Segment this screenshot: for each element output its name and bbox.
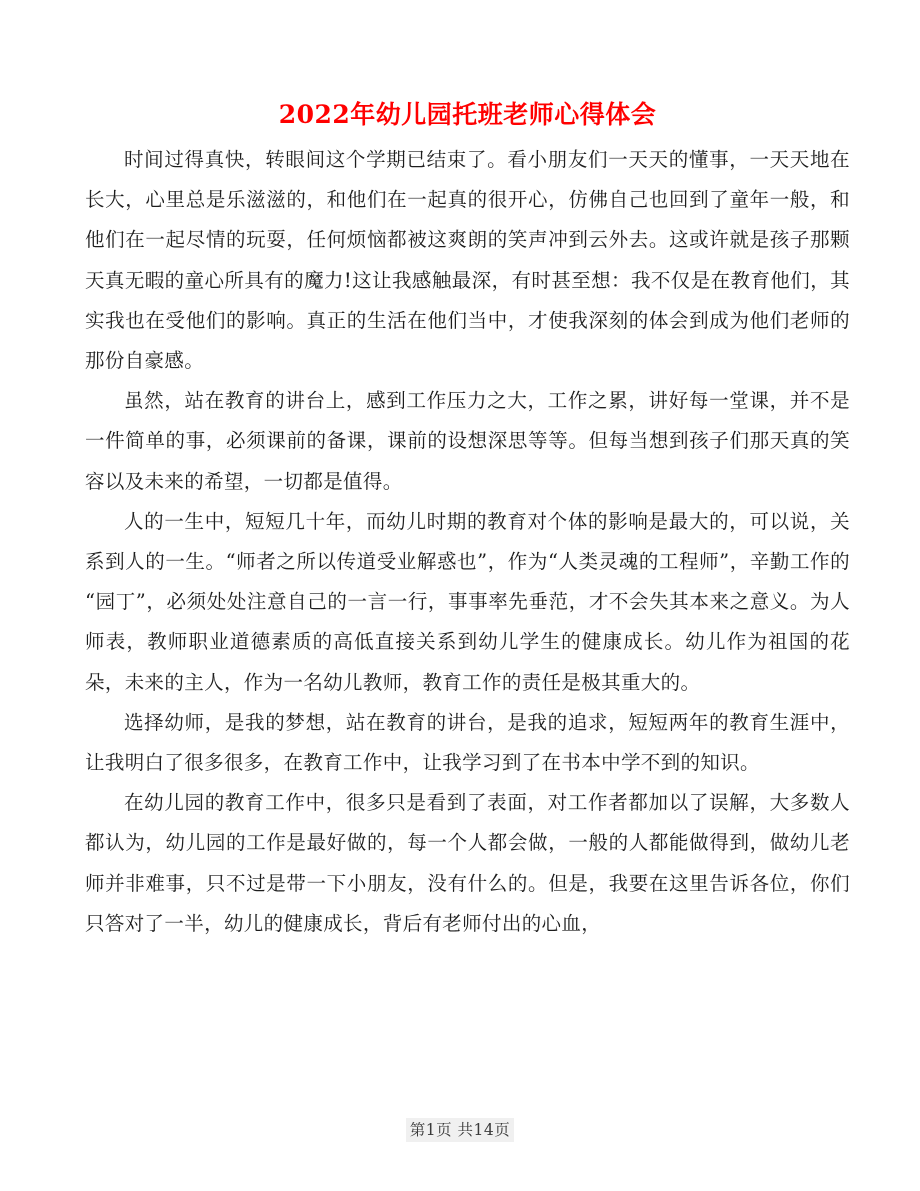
paragraph: 在幼儿园的教育工作中，很多只是看到了表面，对工作者都加以了误解，大多数人都认为，幼儿园的工作是最好做的，每一个人都会做，一般的人都能做得到，做幼儿老师并非难事，只不过是带一下小朋友，没有什么的。但是，我要在这里告诉各位，你们只答对了一半，幼儿的健康成长，背后有老师付出的心血， (85, 791, 850, 935)
paragraph: 选择幼师，是我的梦想，站在教育的讲台，是我的追求，短短两年的教育生涯中，让我明白了很多很多，在教育工作中，让我学习到了在书本中学不到的知识。 (85, 710, 850, 775)
paragraph: 时间过得真快，转眼间这个学期已结束了。看小朋友们一天天的懂事，一天天地在长大，心里总是乐滋滋的，和他们在一起真的很开心，仿佛自己也回到了童年一般，和他们在一起尽情的玩耍，任何烦恼都被这爽朗的笑声冲到云外去。这或许就是孩子那颗天真无暇的童心所具有的魔力!这让我感触最深，有时甚至想：我不仅是在教育他们，其实我也在受他们的影响。真正的生活在他们当中，才使我深刻的体会到成为他们老师的那份自豪感。 (85, 148, 850, 373)
page-number-label: 第1页 共14页 (406, 1118, 515, 1142)
paragraph: 虽然，站在教育的讲台上，感到工作压力之大，工作之累，讲好每一堂课，并不是一件简单的事，必须课前的备课，课前的设想深思等等。但每当想到孩子们那天真的笑容以及未来的希望，一切都是值得。 (85, 389, 850, 493)
page-title: 2022年幼儿园托班老师心得体会 (278, 100, 657, 129)
paragraph: 人的一生中，短短几十年，而幼儿时期的教育对个体的影响是最大的，可以说，关系到人的一生。“师者之所以传道受业解惑也”，作为“人类灵魂的工程师”，辛勤工作的“园丁”，必须处处注意自己的一言一行，事事率先垂范，才不会失其本来之意义。为人师表，教师职业道德素质的高低直接关系到幼儿学生的健康成长。幼儿作为祖国的花朵，未来的主人，作为一名幼儿教师，教育工作的责任是极其重大的。 (85, 509, 850, 694)
page-footer (0, 1118, 920, 1142)
document-body (85, 96, 850, 944)
